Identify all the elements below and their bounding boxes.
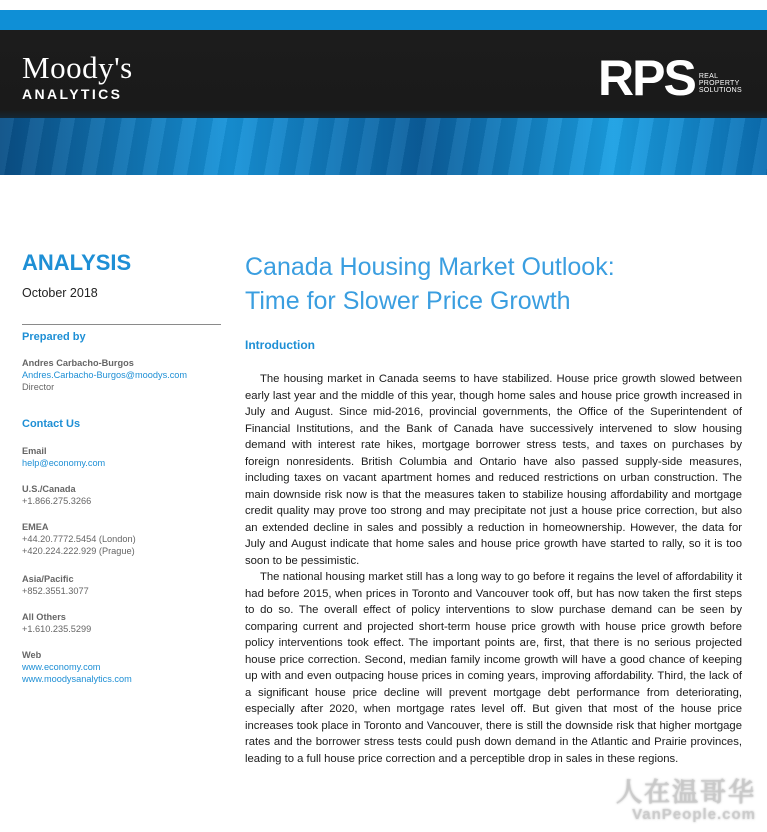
rps-sub-line-1: REAL: [698, 73, 719, 80]
contact-web-block: [22, 649, 227, 685]
contact-us-canada-block: [22, 483, 227, 507]
watermark-chinese-text: 人在温哥华: [615, 777, 756, 807]
emea-phone-prague: +420.224.222.929 (Prague): [22, 546, 135, 556]
introduction-heading: Introduction: [245, 338, 315, 352]
rps-sub-line-2: PROPERTY: [698, 80, 740, 87]
web-link-moodysanalytics[interactable]: www.moodysanalytics.com: [22, 674, 132, 684]
others-phone: +1.610.235.5299: [22, 624, 92, 634]
contact-others-block: [22, 611, 227, 635]
web-label: Web: [22, 650, 42, 660]
contact-asia-block: [22, 573, 227, 597]
analysis-label: ANALYSIS: [22, 250, 132, 275]
prepared-by-heading: Prepared by: [22, 331, 86, 343]
us-canada-label: U.S./Canada: [22, 484, 76, 494]
emea-phone-london: +44.20.7772.5454 (London): [22, 534, 136, 544]
rps-sub-line-3: SOLUTIONS: [698, 87, 742, 94]
contact-email-block: [22, 445, 227, 469]
emea-label: EMEA: [22, 522, 49, 532]
contact-heading: Contact Us: [22, 418, 81, 430]
moodys-logo-sub: ANALYTICS: [22, 86, 123, 102]
rps-logo-sub: [699, 73, 742, 94]
rps-logo: [598, 50, 742, 106]
contact-emea-block: [22, 521, 227, 557]
publication-date: October 2018: [22, 286, 98, 300]
author-block: [22, 357, 227, 393]
rps-logo-mark: RPS: [598, 50, 695, 106]
prepared-by-section: [22, 331, 227, 343]
body-paragraph-2: The national housing market still has a long way to go before it regains the level of affordability it had before 2015, when prices in Toronto and Vancouver took off, but has now taken the first steps to do so. The overall effect of policy interventions to slow purchase demand can be seen by comparing current and projected short-term house price growth with house price growth before policy interventions took effect. The important points are, first, that there is no serious projected house price correction. Second, median family income growth will have a good chance of keeping up with and even outpacing house prices in coming years, improving affordability. Third, the lack of a significant house price decline will prevent mortgage debt performance from deteriorating, especially after 2020, when mortgage rates level off. But given that most of the house price increases took place in Toronto and Vancouver, there is still the downside risk that higher mortgage rates and the borrower stress tests could push down demand in the Atlantic and Prairie provinces, leading to a full house price correction and a perceptible drop in sales in these regions.: [245, 571, 742, 765]
contact-section: [22, 418, 227, 430]
others-label: All Others: [22, 612, 66, 622]
page-header-banner: [0, 30, 767, 175]
document-title-line-2: Time for Slower Price Growth: [245, 287, 571, 315]
body-paragraph-1: The housing market in Canada seems to have stabilized. House price growth slowed between early last year and the middle of this year, though home sales and house price growth increased in July and August. Since mid-2016, provincial governments, the Office of the Superintendent of Financial Institutions, and the Bank of Canada have successively intervened to slow housing demand with interest rate hikes, mortgage borrower stress tests, and taxes on purchases by foreign nonresidents. British Columbia and Ontario have also passed supply-side measures, including taxes on vacant apartment homes and reduced restrictions on urban construction. The main downside risk now is that the measures taken to stabilize housing affordability and mortgage credit quality may prove too strong and may precipitate not just a house price correction, but also an extended decline in sales and possibly a reduction in homeownership. However, the data for July and August indicate that home sales and house price growth have started to rally, so it is too soon to be pessimistic.: [245, 373, 742, 567]
document-title-line-1: Canada Housing Market Outlook:: [245, 253, 615, 281]
main-title-area: [245, 250, 742, 318]
document-title: [245, 250, 742, 318]
sidebar: [22, 250, 222, 300]
header-blue-band: [0, 118, 767, 175]
body-text: [245, 371, 742, 767]
us-canada-phone: +1.866.275.3266: [22, 496, 92, 506]
asia-phone: +852.3551.3077: [22, 586, 89, 596]
asia-label: Asia/Pacific: [22, 574, 74, 584]
author-name: Andres Carbacho-Burgos: [22, 358, 134, 368]
email-label: Email: [22, 446, 47, 456]
author-email-link[interactable]: Andres.Carbacho-Burgos@moodys.com: [22, 370, 188, 380]
watermark-site-text: VanPeople.com: [632, 806, 756, 823]
top-accent-stripe: [0, 10, 767, 30]
moodys-logo-name: Moody's: [22, 50, 133, 85]
moodys-analytics-logo: [22, 52, 133, 102]
vanpeople-watermark: [586, 778, 756, 828]
sidebar-divider: [22, 324, 221, 325]
author-role: Director: [22, 382, 55, 392]
web-link-economy[interactable]: www.economy.com: [22, 662, 101, 672]
email-link[interactable]: help@economy.com: [22, 458, 106, 468]
